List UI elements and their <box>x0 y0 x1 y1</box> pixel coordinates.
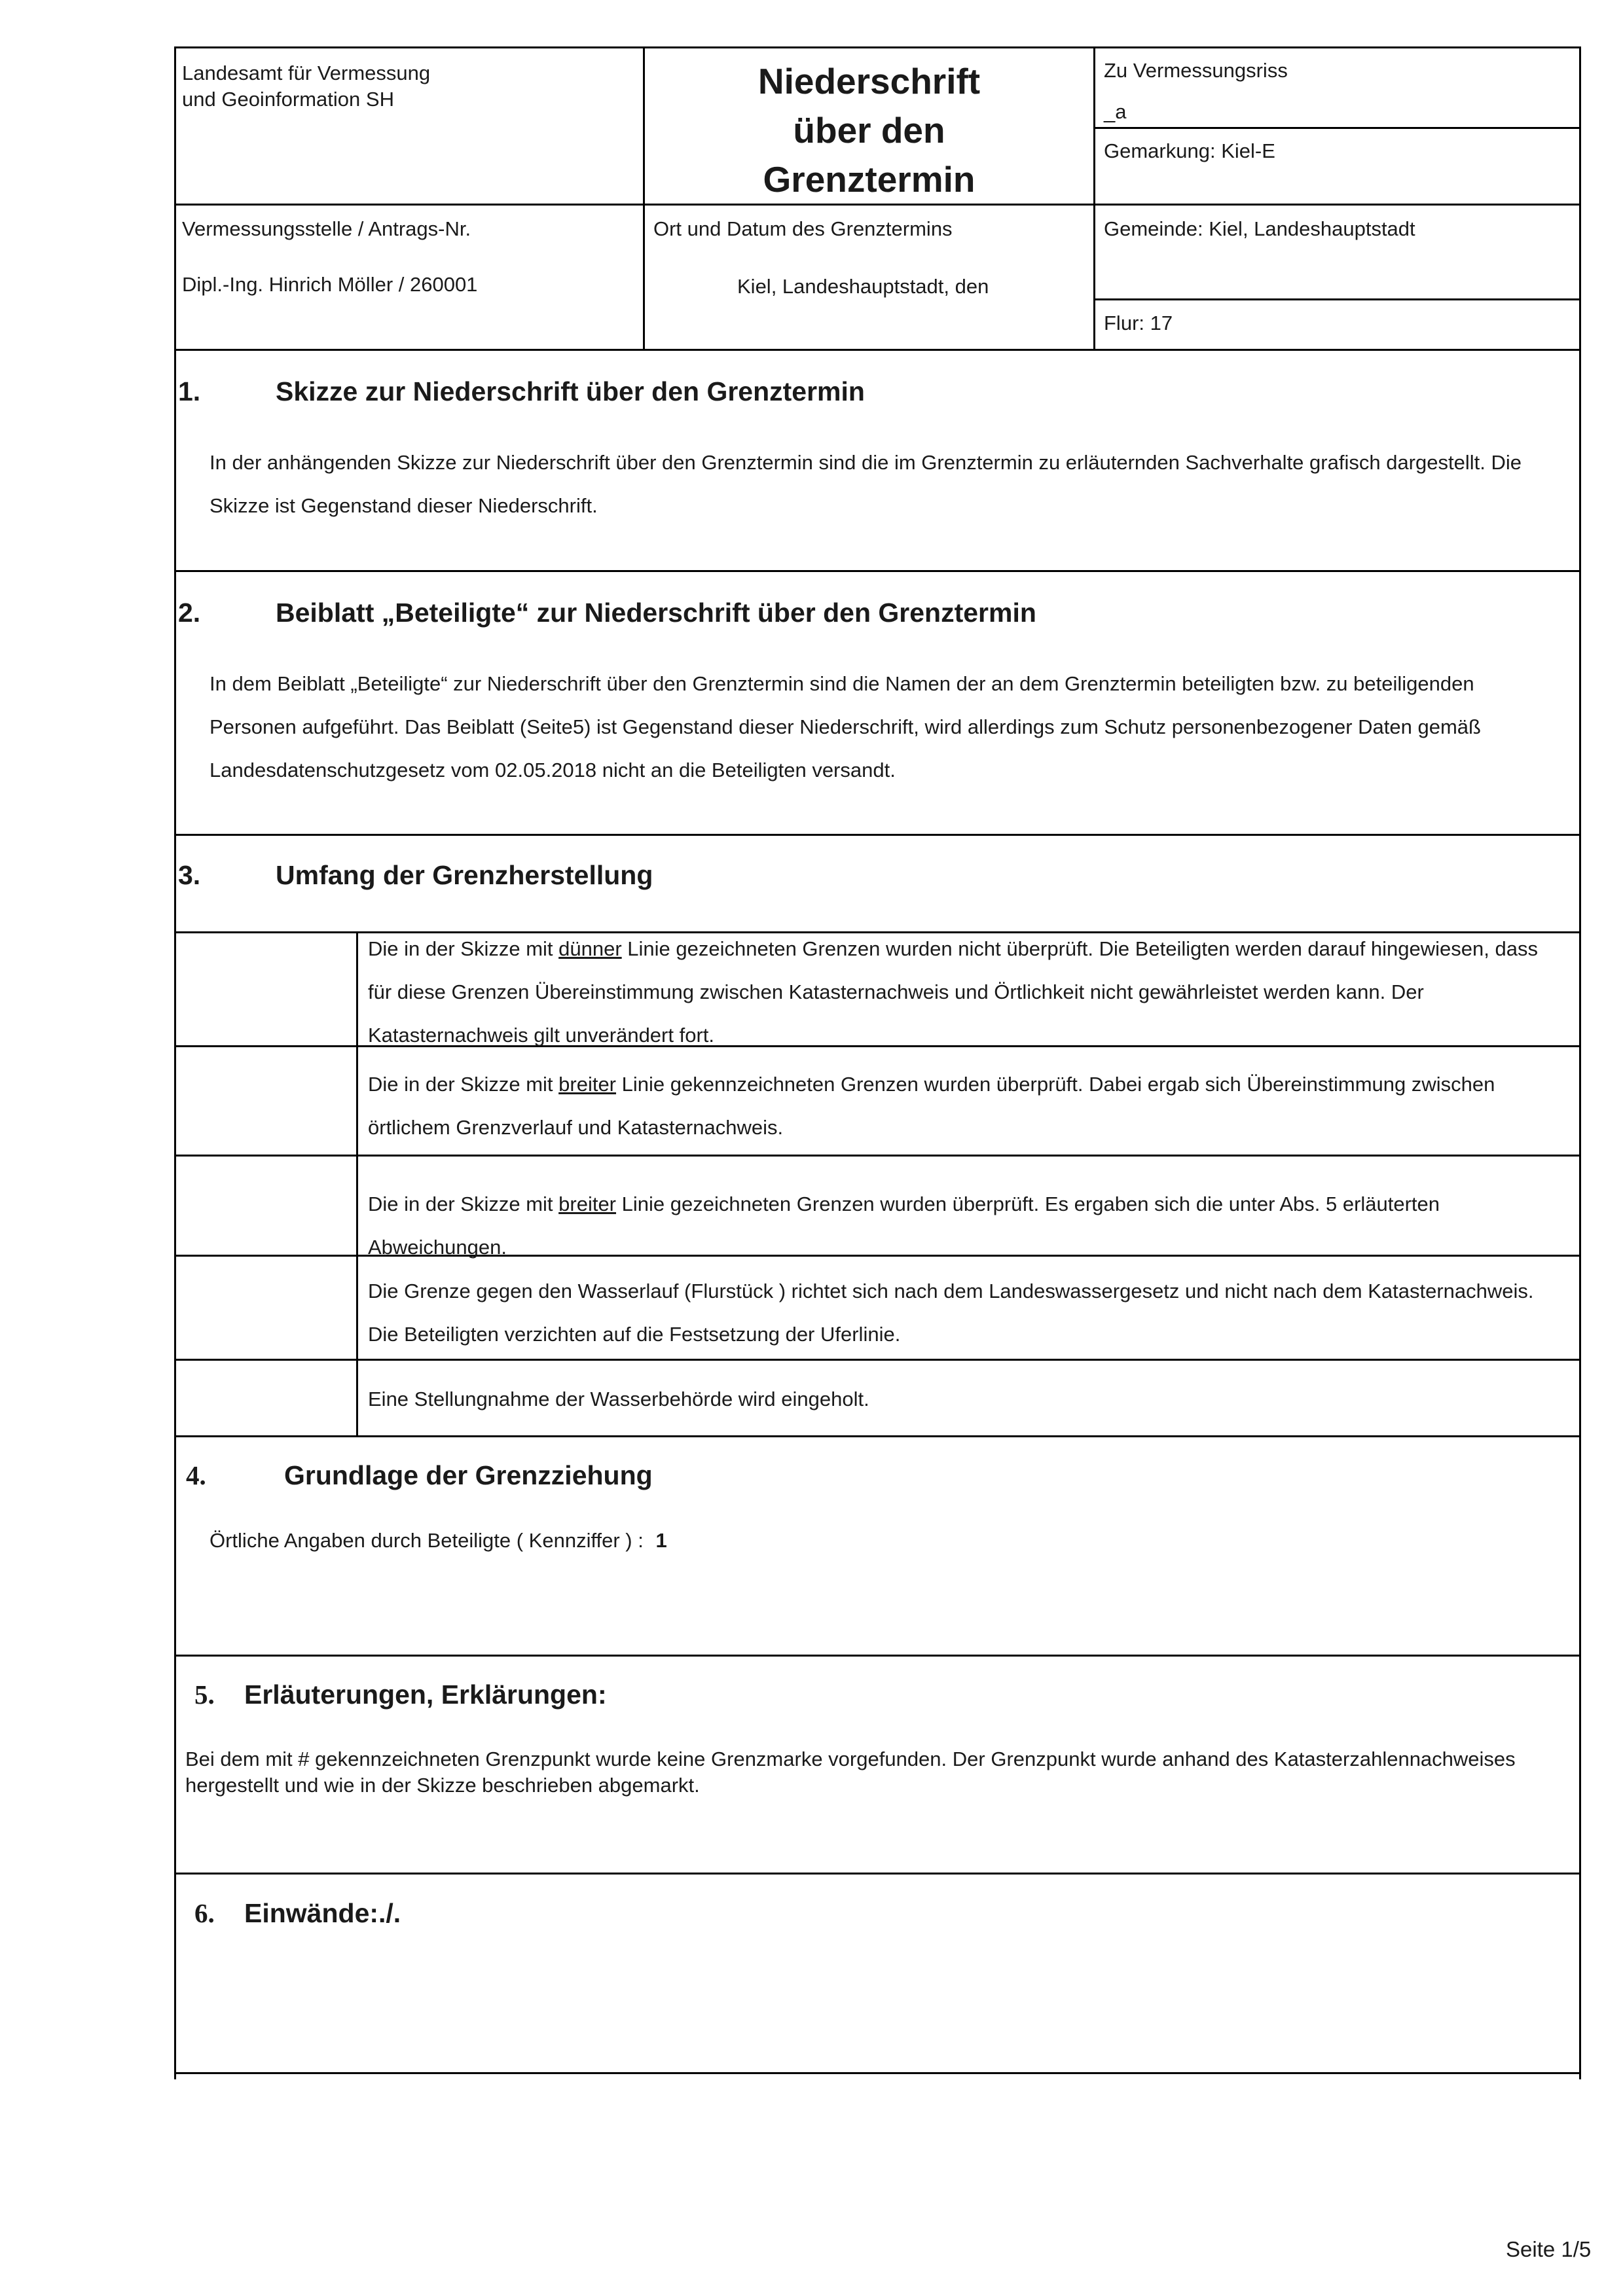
section4-number: 4. <box>186 1460 206 1490</box>
section2-number: 2. <box>178 598 201 628</box>
office-name <box>182 60 634 113</box>
section3-row5-text <box>368 1378 1579 1421</box>
border-right <box>1579 46 1581 2079</box>
section3-row4-bottom <box>174 1359 1581 1361</box>
section1-number: 1. <box>178 376 201 406</box>
section5-text <box>185 1746 1573 1799</box>
row3-underlined: breiter <box>558 1193 617 1215</box>
section6-number: 6. <box>194 1898 215 1928</box>
row1-line-1 <box>368 927 1579 971</box>
section5-title: Erläuterungen, Erklärungen: <box>244 1679 607 1710</box>
row1-line-3: Katasternachweis gilt unverändert fort. <box>368 1024 714 1047</box>
section1-text <box>210 441 1578 528</box>
section4-label: Örtliche Angaben durch Beteiligte ( Kennziffer ) : <box>210 1529 644 1552</box>
document-title <box>645 57 1093 204</box>
section3-bottom <box>174 1435 1581 1437</box>
riss-value[interactable]: _a <box>1104 100 1127 123</box>
section3-row3-text <box>368 1183 1579 1269</box>
row1-line-2: für diese Grenzen Übereinstimmung zwischen Katasternachweis und Örtlichkeit nicht gewährleistet werden kann. Der <box>368 980 1424 1003</box>
gemarkung: Gemarkung: Kiel-E <box>1104 139 1275 162</box>
section6-title: Einwände:./. <box>244 1898 401 1928</box>
office-line-1: Landesamt für Vermessung <box>182 62 431 84</box>
section1-line-2: Skizze ist Gegenstand dieser Niederschrift. <box>210 494 598 517</box>
section1-title: Skizze zur Niederschrift über den Grenztermin <box>276 376 865 406</box>
section5-number: 5. <box>194 1679 215 1710</box>
section1-bottom <box>174 570 1581 572</box>
row3-line-2: Abweichungen. <box>368 1236 507 1259</box>
header-hline-bottom <box>174 349 1581 351</box>
row2-pre: Die in der Skizze mit <box>368 1073 559 1096</box>
title-line-3: Grenztermin <box>763 159 976 200</box>
section3-row4-text <box>368 1270 1579 1356</box>
row2-underlined: breiter <box>558 1073 617 1096</box>
section4-text <box>210 1519 667 1562</box>
section4-value[interactable]: 1 <box>655 1529 667 1552</box>
section3-number: 3. <box>178 860 201 890</box>
checkbox-column-divider <box>356 931 358 1437</box>
checkbox-cell-row3[interactable] <box>177 1157 356 1254</box>
section2-bottom <box>174 834 1581 836</box>
gemeinde: Gemeinde: Kiel, Landeshauptstadt <box>1104 217 1415 240</box>
row3-line-1 <box>368 1183 1579 1226</box>
section3-row2-bottom <box>174 1155 1581 1157</box>
section5-line-1: Bei dem mit # gekennzeichneten Grenzpunkt wurde keine Grenzmarke vorgefunden. Der Grenzpunkt wurde anhand des Katasterzahlennachweises <box>185 1748 1516 1770</box>
checkbox-cell-row1[interactable] <box>177 934 356 1045</box>
section3-row2-text <box>368 1063 1579 1149</box>
section4-title: Grundlage der Grenzziehung <box>284 1460 653 1490</box>
stelle-label: Vermessungsstelle / Antrags-Nr. <box>182 217 471 240</box>
ort-value[interactable]: Kiel, Landeshauptstadt, den <box>737 275 989 298</box>
header-hline-riss <box>1093 127 1581 129</box>
checkbox-cell-row4[interactable] <box>177 1257 356 1358</box>
section4-bottom <box>174 1655 1581 1657</box>
row3-post: Linie gezeichneten Grenzen wurden überprüft. Es ergaben sich die unter Abs. 5 erläuterten <box>616 1193 1440 1215</box>
row5-line-1: Eine Stellungnahme der Wasserbehörde wird eingeholt. <box>368 1388 869 1410</box>
section5-line-2: hergestellt und wie in der Skizze beschrieben abgemarkt. <box>185 1774 700 1797</box>
row4-line-2: Die Beteiligten verzichten auf die Festsetzung der Uferlinie. <box>368 1323 901 1346</box>
section2-line-3: Landesdatenschutzgesetz vom 02.05.2018 nicht an die Beteiligten versandt. <box>210 759 896 781</box>
row1-pre: Die in der Skizze mit <box>368 937 559 960</box>
section3-title: Umfang der Grenzherstellung <box>276 860 653 890</box>
header-hline-flur <box>1093 298 1581 300</box>
section3-row1-text <box>368 927 1579 1057</box>
row1-underlined: dünner <box>558 937 622 960</box>
page-number: Seite 1/5 <box>1506 2237 1592 2261</box>
section2-text <box>210 662 1578 792</box>
border-top <box>174 46 1581 48</box>
row4-line-1: Die Grenze gegen den Wasserlauf (Flurstück ) richtet sich nach dem Landeswassergesetz und nicht nach dem Katasternachweis. <box>368 1280 1534 1302</box>
row1-post: Linie gezeichneten Grenzen wurden nicht überprüft. Die Beteiligten werden darauf hingewiesen, dass <box>621 937 1538 960</box>
row2-post: Linie gekennzeichneten Grenzen wurden überprüft. Dabei ergab sich Übereinstimmung zwischen <box>616 1073 1495 1096</box>
section2-title: Beiblatt „Beteiligte“ zur Niederschrift über den Grenztermin <box>276 598 1036 628</box>
ort-label: Ort und Datum des Grenztermins <box>653 217 953 240</box>
office-line-2: und Geoinformation SH <box>182 88 394 111</box>
section1-line-1: In der anhängenden Skizze zur Niederschrift über den Grenztermin sind die im Grenztermin zu erläuternden Sachverhalte grafisch dargestellt. Die <box>210 451 1522 474</box>
checkbox-cell-row5[interactable] <box>177 1361 356 1435</box>
flur: Flur: 17 <box>1104 312 1173 334</box>
checkbox-cell-row2[interactable] <box>177 1048 356 1154</box>
border-bottom <box>174 2072 1581 2074</box>
title-line-2: über den <box>793 110 945 151</box>
section5-bottom <box>174 1873 1581 1874</box>
row2-line-1 <box>368 1063 1579 1106</box>
row2-line-2: örtlichem Grenzverlauf und Katasternachweis. <box>368 1116 784 1139</box>
row3-pre: Die in der Skizze mit <box>368 1193 559 1215</box>
stelle-value: Dipl.-Ing. Hinrich Möller / 260001 <box>182 273 478 296</box>
section2-line-1: In dem Beiblatt „Beteiligte“ zur Niederschrift über den Grenztermin sind die Namen der an dem Grenztermin beteiligten bzw. zu beteiligenden <box>210 672 1474 695</box>
header-divider-2 <box>1093 46 1095 351</box>
border-left <box>174 46 176 2079</box>
riss-label: Zu Vermessungsriss <box>1104 59 1288 82</box>
section2-line-2: Personen aufgeführt. Das Beiblatt (Seite5) ist Gegenstand dieser Niederschrift, wird allerdings zum Schutz personenbezogener Daten gemäß <box>210 715 1481 738</box>
title-line-1: Niederschrift <box>757 61 981 101</box>
